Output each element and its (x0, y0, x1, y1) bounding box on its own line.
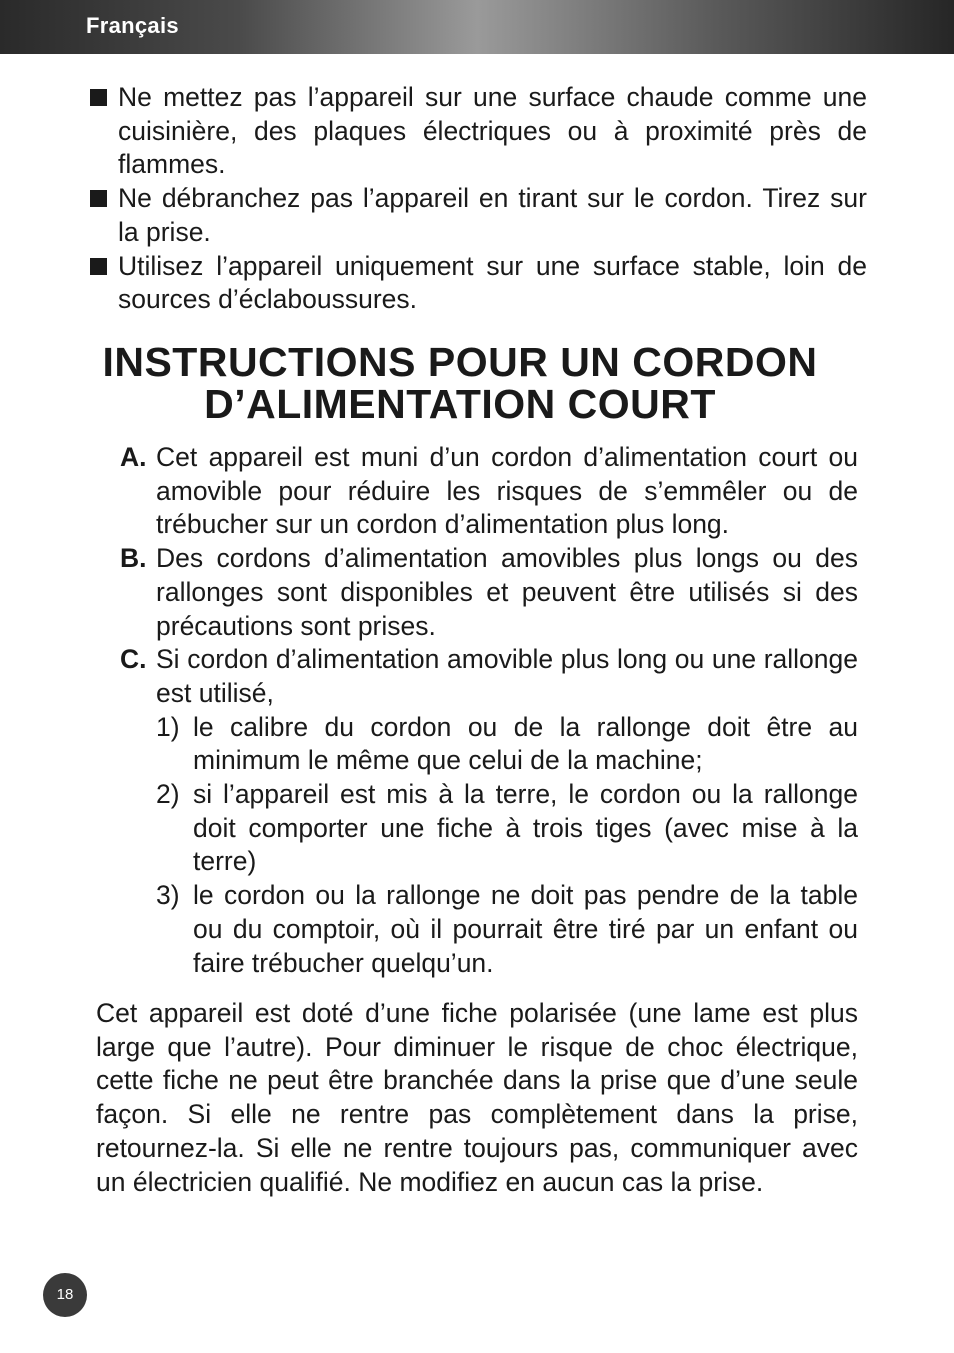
item-letter: A. (120, 442, 147, 472)
subitem-number: 3) (156, 880, 180, 911)
section-heading-line2: D’ALIMENTATION COURT (204, 381, 716, 427)
page-number-badge: 18 (43, 1273, 87, 1317)
language-label: Français (86, 13, 179, 38)
section-heading (60, 341, 860, 425)
bullet-text: Utilisez l’appareil uniquement sur une surface stable, loin de sources d’éclaboussures. (118, 250, 867, 315)
subitem-text: le calibre du cordon ou de la rallonge doit être au minimum le même que celui de la machine; (193, 711, 858, 776)
subitem-number: 2) (156, 779, 180, 810)
item-letter: B. (120, 543, 147, 574)
bullet-item (88, 81, 867, 182)
numbered-subitem-1 (156, 711, 858, 778)
square-bullet-icon (90, 89, 107, 106)
item-text: Cet appareil est muni d’un cordon d’alimentation court ou amovible pour réduire les risques de s’emmêler ou de trébucher sur un cordon d’alimentation plus long. (156, 442, 858, 540)
numbered-subitem-3 (156, 879, 858, 980)
subitem-text: si l’appareil est mis à la terre, le cordon ou la rallonge doit comporter une fiche à trois tiges (avec mise à la terre) (193, 779, 858, 877)
lettered-item-b (120, 542, 858, 643)
bullet-text: Ne débranchez pas l’appareil en tirant sur le cordon. Tirez sur la prise. (118, 183, 867, 247)
bullet-list (88, 81, 867, 317)
item-text: Si cordon d’alimentation amovible plus long ou une rallonge est utilisé, (156, 644, 858, 708)
subitem-text: le cordon ou la rallonge ne doit pas pendre de la table ou du comptoir, où il pourrait être tiré par un enfant ou faire trébucher quelqu’un. (193, 880, 858, 978)
item-text: Des cordons d’alimentation amovibles plus longs ou des rallonges sont disponibles et peuvent être utilisés si des précautions sont prises. (156, 543, 858, 641)
bullet-item (88, 182, 867, 249)
section-heading-line1: INSTRUCTIONS POUR UN CORDON (102, 339, 818, 385)
lettered-list (120, 441, 858, 980)
item-letter: C. (120, 644, 147, 675)
numbered-subitem-2 (156, 778, 858, 879)
square-bullet-icon (90, 190, 107, 207)
lettered-item-a (120, 441, 858, 542)
subitem-number: 1) (156, 711, 180, 742)
lettered-item-c (120, 643, 858, 980)
language-header-bar (0, 0, 954, 54)
square-bullet-icon (90, 258, 107, 275)
bullet-text: Ne mettez pas l’appareil sur une surface chaude comme une cuisinière, des plaques électriques ou à proximité près de flammes. (118, 82, 867, 180)
polarized-plug-paragraph: Cet appareil est doté d’une fiche polarisée (une lame est plus large que l’autre). Pour diminuer le risque de choc électrique, cette fiche ne peut être branchée dans la prise que d’une seule façon. Si elle ne rentre pas complètement dans la prise, retournez-la. Si elle ne rentre toujours pas, communiquer avec un électricien qualifié. Ne modifiez en aucun cas la prise. (96, 998, 858, 1197)
bullet-item (88, 250, 867, 317)
